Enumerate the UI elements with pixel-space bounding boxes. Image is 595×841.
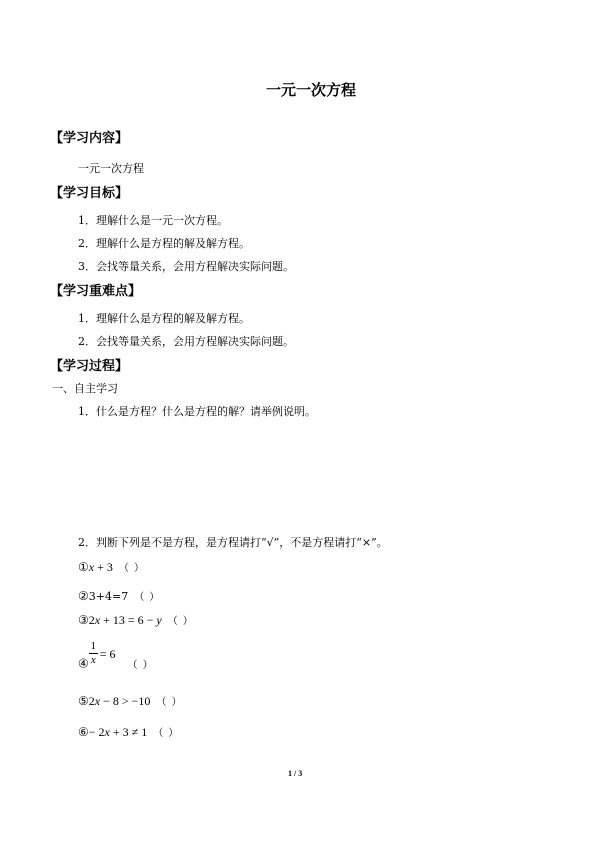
exercise-marker: ④: [78, 656, 89, 671]
exercise-marker: ①: [78, 560, 89, 574]
section-heading-goals: 【学习目标】: [50, 186, 129, 201]
answer-blank[interactable]: （ ）: [156, 697, 183, 708]
exercise-6: [78, 721, 179, 740]
answer-blank[interactable]: （ ）: [127, 659, 154, 671]
question-1: 1．什么是方程？什么是方程的解？请举例说明。: [78, 405, 316, 418]
answer-blank[interactable]: （ ）: [167, 616, 194, 627]
exercise-3: [78, 609, 194, 628]
section-heading-content: 【学习内容】: [50, 131, 129, 146]
exercise-marker: ⑤: [78, 694, 89, 708]
content-text: 一元一次方程: [78, 162, 144, 175]
page-title: 一元一次方程: [266, 81, 357, 99]
exercise-marker: ②: [78, 589, 89, 603]
exercise-marker: ③: [78, 613, 89, 627]
fraction: $\frac{1}{x}$: [90, 640, 97, 666]
exercise-1: [78, 556, 145, 575]
page-number: 1 / 3: [288, 769, 303, 778]
equation: − 2x + 3 ≠ 1: [88, 725, 148, 739]
goal-item: 1．理解什么是一元一次方程。: [78, 214, 228, 227]
exercise-5: [78, 690, 183, 709]
equation: x + 3: [88, 560, 113, 574]
sub-heading-self-study: 一、自主学习: [52, 382, 118, 395]
equation: = 6: [99, 646, 116, 661]
exercise-2: [78, 585, 160, 604]
exercise-marker: ⑥: [78, 725, 89, 739]
key-point-item: 1．理解什么是方程的解及解方程。: [78, 312, 250, 325]
equation: 3+4=7: [88, 590, 129, 603]
answer-blank[interactable]: （ ）: [153, 728, 180, 739]
equation: 2x + 13 = 6 − y: [88, 613, 162, 627]
key-point-item: 2．会找等量关系，会用方程解决实际问题。: [78, 335, 294, 348]
section-heading-key-points: 【学习重难点】: [50, 284, 142, 299]
answer-blank[interactable]: （ ）: [134, 592, 161, 603]
answer-blank[interactable]: （ ）: [118, 563, 146, 574]
exercise-4: [78, 640, 154, 671]
goal-item: 2．理解什么是方程的解及解方程。: [78, 237, 250, 250]
section-heading-process: 【学习过程】: [50, 359, 129, 374]
equation: 2x − 8 > −10: [88, 694, 151, 708]
goal-item: 3．会找等量关系，会用方程解决实际问题。: [78, 260, 294, 273]
question-2: 2．判断下列是不是方程，是方程请打“√”，不是方程请打“×”。: [78, 536, 388, 549]
